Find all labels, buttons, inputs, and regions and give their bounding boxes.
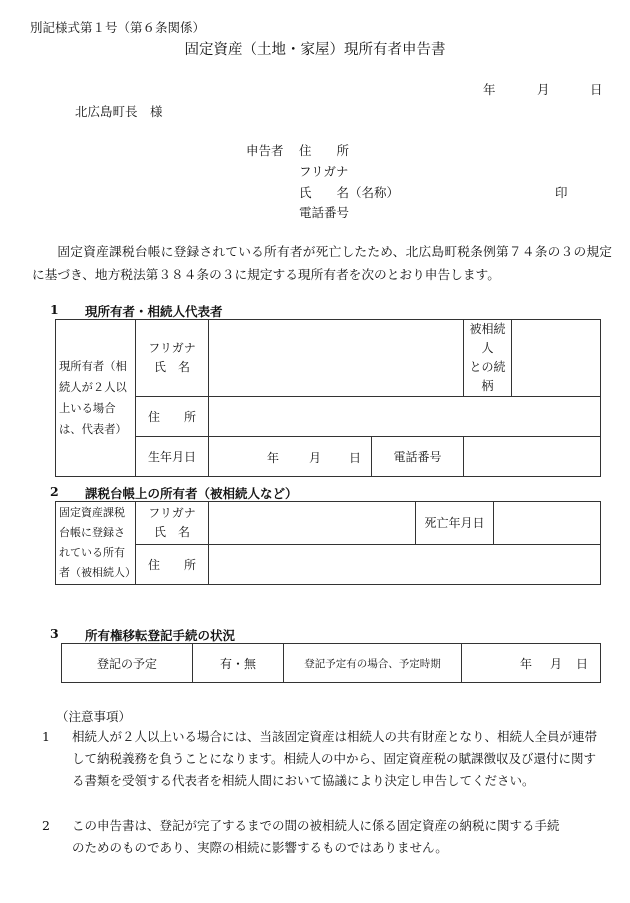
section2-side-label: 固定資産課税台帳に登録されている所有者（被相続人）	[56, 502, 136, 585]
birth-year-label: 年	[267, 450, 280, 465]
section2-death-date-input[interactable]	[494, 502, 601, 545]
section1-birthdate-input[interactable]	[209, 437, 372, 477]
section1-address-label: 住 所	[136, 397, 209, 437]
section2-address-label: 住 所	[136, 544, 209, 584]
form-title: 固定資産（土地・家屋）現所有者申告書	[184, 42, 446, 58]
note-1-text: 相続人が２人以上いる場合には、当該固定資産は相続人の共有財産となり、相続人全員が連帯して納税義務を負うことになります。相続人の中から、固定資産税の賦課徴収及び還付に関する書類を受領する代表者を相続人間において協議により決定し申告してください。	[72, 729, 598, 788]
applicant-address-label: 住 所	[299, 143, 350, 158]
reg-year-label: 年	[520, 657, 533, 671]
section3-table	[61, 643, 601, 683]
section1-furigana-label: フリガナ	[148, 341, 196, 355]
statement-text: 固定資産課税台帳に登録されている所有者が死亡したため、北広島町税条例第７４条の３の規定に基づき、地方税法第３８４条の３に規定する現所有者を次のとおり申告します。	[32, 244, 612, 282]
birth-month-label: 月	[309, 450, 322, 465]
section1-name-header	[136, 320, 209, 397]
note-1-number: 1	[42, 729, 50, 744]
registration-planned-label: 登記の予定	[62, 644, 193, 683]
section3-number: 3	[50, 626, 59, 641]
section1-phone-input[interactable]	[464, 437, 601, 477]
date-day-label: 日	[590, 82, 603, 97]
section1-relation-line1: 被相続人	[469, 322, 506, 355]
registration-when-label: 登記予定有の場合、予定時期	[284, 644, 462, 683]
applicant-name-label: 氏 名（名称）	[299, 185, 400, 200]
registration-date-input[interactable]	[462, 644, 601, 683]
reg-month-label: 月	[550, 657, 563, 671]
date-year-label: 年	[483, 82, 496, 97]
section2-number: 2	[50, 484, 59, 499]
section1-phone-label: 電話番号	[372, 437, 464, 477]
seal-mark: 印	[555, 185, 568, 200]
section1-side-label: 現所有者（相続人が２人以上いる場合は、代表者）	[56, 320, 136, 477]
section1-name-label: 氏 名	[153, 360, 190, 374]
section2-name-header	[136, 502, 209, 545]
notes-heading: （注意事項）	[56, 709, 132, 724]
addressee: 北広島町長 様	[75, 104, 163, 119]
note-2-number: 2	[42, 818, 50, 833]
section1-relation-input[interactable]	[512, 320, 601, 397]
applicant-phone-label: 電話番号	[299, 205, 350, 220]
section1-number: 1	[50, 302, 59, 317]
birth-day-label: 日	[349, 450, 362, 465]
section2-table	[55, 501, 601, 585]
section2-furigana-label: フリガナ	[148, 505, 196, 520]
section2-name-label: 氏 名	[153, 524, 190, 539]
section2-death-date-label: 死亡年月日	[416, 502, 494, 545]
reg-day-label: 日	[576, 657, 589, 671]
applicant-label: 申告者	[246, 143, 284, 158]
section1-address-input[interactable]	[209, 397, 601, 437]
section2-name-input[interactable]	[209, 502, 416, 545]
section3-heading: 所有権移転登記手続の状況	[85, 628, 236, 643]
date-month-label: 月	[537, 82, 550, 97]
section1-heading: 現所有者・相続人代表者	[85, 304, 223, 319]
section2-address-input[interactable]	[209, 544, 601, 584]
form-number: 別記様式第１号（第６条関係）	[30, 20, 206, 35]
section1-birthdate-label: 生年月日	[136, 437, 209, 477]
registration-yes-no[interactable]: 有・無	[193, 644, 284, 683]
section1-table	[55, 319, 601, 477]
section1-name-input[interactable]	[209, 320, 464, 397]
applicant-furigana-label: フリガナ	[299, 164, 349, 179]
note-2-text: この申告書は、登記が完了するまでの間の被相続人に係る固定資産の納税に関する手続のためのものであり、実際の相続に影響するものではありません。	[72, 818, 560, 855]
section2-heading: 課税台帳上の所有者（被相続人など）	[85, 486, 298, 501]
section1-relation-header	[464, 320, 512, 397]
section1-relation-line2: との続柄	[469, 360, 506, 393]
